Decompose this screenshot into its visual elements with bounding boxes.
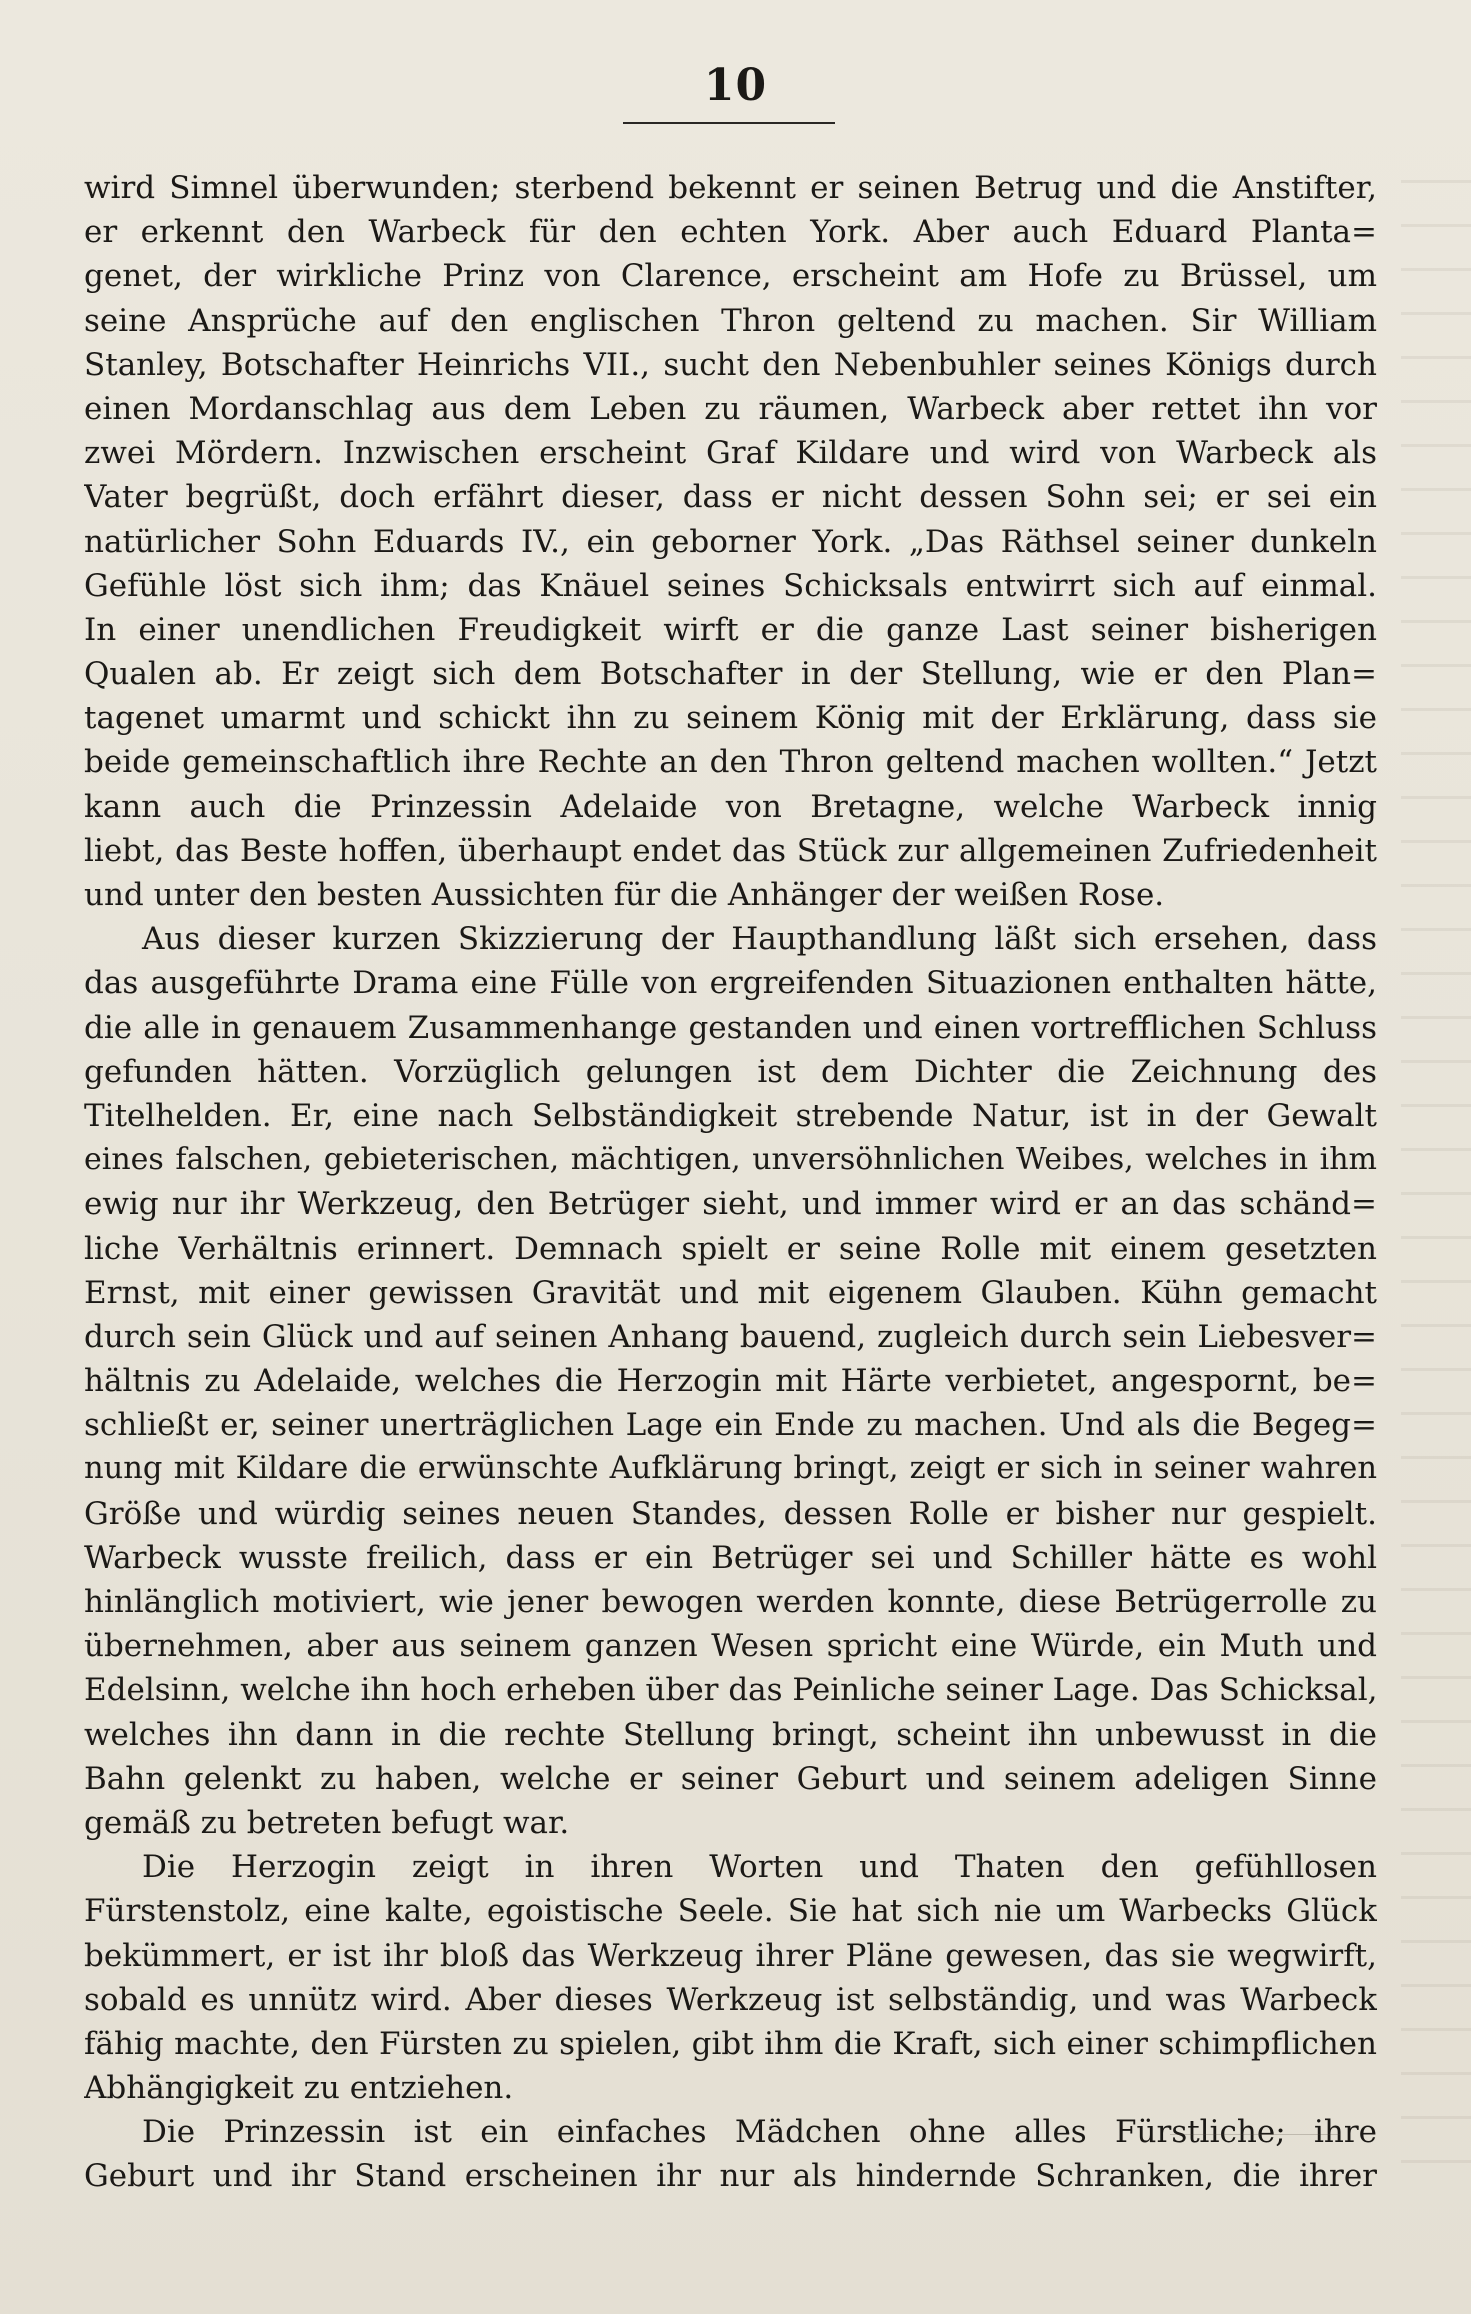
- text-line: schließt er, seiner unerträglichen Lage ein Ende zu machen. Und als die Begeg=: [84, 1407, 1377, 1444]
- text-line: bekümmert, er ist ihr bloß das Werkzeug ihrer Pläne gewesen, das sie wegwirft,: [84, 1937, 1377, 1974]
- text-line: tagenet umarmt und schickt ihn zu seinem König mit der Erklärung, dass sie: [84, 700, 1377, 737]
- text-line: welches ihn dann in die rechte Stellung bringt, scheint ihn unbewusst in die: [84, 1716, 1377, 1753]
- faint-rule: [1170, 2120, 1340, 2135]
- text-line: Gefühle löst sich ihm; das Knäuel seines Schicksals entwirrt sich auf einmal.: [84, 567, 1377, 604]
- text-line: liche Verhältnis erinnert. Demnach spielt er seine Rolle mit einem gesetzten: [84, 1230, 1377, 1267]
- page-number-rule: [623, 122, 835, 124]
- text-line: Qualen ab. Er zeigt sich dem Botschafter in der Stellung, wie er den Plan=: [84, 656, 1377, 693]
- text-line: übernehmen, aber aus seinem ganzen Wesen spricht eine Würde, ein Muth und: [84, 1628, 1377, 1665]
- text-line: ewig nur ihr Werkzeug, den Betrüger sieht, und immer wird er an das schänd=: [84, 1186, 1377, 1223]
- text-line: genet, der wirkliche Prinz von Clarence, erscheint am Hofe zu Brüssel, um: [84, 258, 1377, 295]
- text-line: durch sein Glück und auf seinen Anhang bauend, zugleich durch sein Liebesver=: [84, 1318, 1377, 1355]
- text-line: die alle in genauem Zusammenhange gestanden und einen vortrefflichen Schluss: [84, 1009, 1377, 1046]
- text-line: Fürstenstolz, eine kalte, egoistische Seele. Sie hat sich nie um Warbecks Glück: [84, 1893, 1377, 1930]
- text-line: kann auch die Prinzessin Adelaide von Bretagne, welche Warbeck innig: [84, 788, 1377, 825]
- text-line: hältnis zu Adelaide, welches die Herzogin mit Härte verbietet, angespornt, be=: [84, 1363, 1377, 1400]
- text-line: einen Mordanschlag aus dem Leben zu räumen, Warbeck aber rettet ihn vor: [84, 390, 1377, 427]
- text-line: und unter den besten Aussichten für die Anhänger der weißen Rose.: [84, 877, 1165, 913]
- body-text: [84, 166, 1377, 2199]
- text-line: Bahn gelenkt zu haben, welche er seiner Geburt und seinem adeligen Sinne: [84, 1760, 1377, 1797]
- text-line: natürlicher Sohn Eduards IV., ein geborner York. „Das Räthsel seiner dunkeln: [84, 523, 1377, 560]
- page-number: 10: [703, 60, 768, 111]
- text-line: gemäß zu betreten befugt war.: [84, 1804, 570, 1841]
- text-line: Größe und würdig seines neuen Standes, dessen Rolle er bisher nur gespielt.: [84, 1495, 1377, 1532]
- text-line: zwei Mördern. Inzwischen erscheint Graf Kildare und wird von Warbeck als: [84, 435, 1377, 472]
- show-through-shadow: [1401, 180, 1471, 2180]
- text-line: Geburt und ihr Stand erscheinen ihr nur als hindernde Schranken, die ihrer: [84, 2158, 1377, 2195]
- text-line: In einer unendlichen Freudigkeit wirft er die ganze Last seiner bisherigen: [84, 611, 1377, 648]
- text-line: beide gemeinschaftlich ihre Rechte an den Thron geltend machen wollten.“ Jetzt: [84, 744, 1377, 781]
- text-line: nung mit Kildare die erwünschte Aufklärung bringt, zeigt er sich in seiner wahren: [84, 1451, 1377, 1487]
- text-line: wird Simnel überwunden; sterbend bekennt er seinen Betrug und die Anstifter,: [84, 170, 1377, 206]
- text-line: Warbeck wusste freilich, dass er ein Betrüger sei und Schiller hätte es wohl: [84, 1539, 1377, 1576]
- text-line: er erkennt den Warbeck für den echten York. Aber auch Eduard Planta=: [84, 214, 1377, 251]
- text-line: liebt, das Beste hoffen, überhaupt endet das Stück zur allgemeinen Zufriedenheit: [84, 832, 1377, 869]
- text-line: Ernst, mit einer gewissen Gravität und mit eigenem Glauben. Kühn gemacht: [84, 1274, 1377, 1311]
- text-line: Abhängigkeit zu entziehen.: [84, 2070, 514, 2107]
- text-line: sobald es unnütz wird. Aber dieses Werkzeug ist selbständig, und was Warbeck: [84, 1981, 1377, 2018]
- text-line: eines falschen, gebieterischen, mächtigen, unversöhnlichen Weibes, welches in ihm: [84, 1142, 1377, 1178]
- text-line: fähig machte, den Fürsten zu spielen, gibt ihm die Kraft, sich einer schimpflichen: [84, 2025, 1377, 2062]
- text-line: Aus dieser kurzen Skizzierung der Haupthandlung läßt sich ersehen, dass: [142, 921, 1377, 958]
- text-line: Edelsinn, welche ihn hoch erheben über das Peinliche seiner Lage. Das Schicksal,: [84, 1672, 1377, 1709]
- text-line: gefunden hätten. Vorzüglich gelungen ist dem Dichter die Zeichnung des: [84, 1053, 1377, 1090]
- text-line: das ausgeführte Drama eine Fülle von ergreifenden Situazionen enthalten hätte,: [84, 965, 1377, 1002]
- text-line: Die Herzogin zeigt in ihren Worten und Thaten den gefühllosen: [142, 1849, 1377, 1886]
- text-line: seine Ansprüche auf den englischen Thron geltend zu machen. Sir William: [84, 302, 1377, 339]
- text-line: Titelhelden. Er, eine nach Selbständigkeit strebende Natur, ist in der Gewalt: [84, 1097, 1377, 1134]
- text-line: Stanley, Botschafter Heinrichs VII., sucht den Nebenbuhler seines Königs durch: [84, 346, 1377, 383]
- text-line: Vater begrüßt, doch erfährt dieser, dass er nicht dessen Sohn sei; er sei ein: [84, 479, 1377, 516]
- text-line: hinlänglich motiviert, wie jener bewogen werden konnte, diese Betrügerrolle zu: [84, 1584, 1377, 1620]
- text-line: Die Prinzessin ist ein einfaches Mädchen ohne alles Fürstliche; ihre: [142, 2114, 1377, 2151]
